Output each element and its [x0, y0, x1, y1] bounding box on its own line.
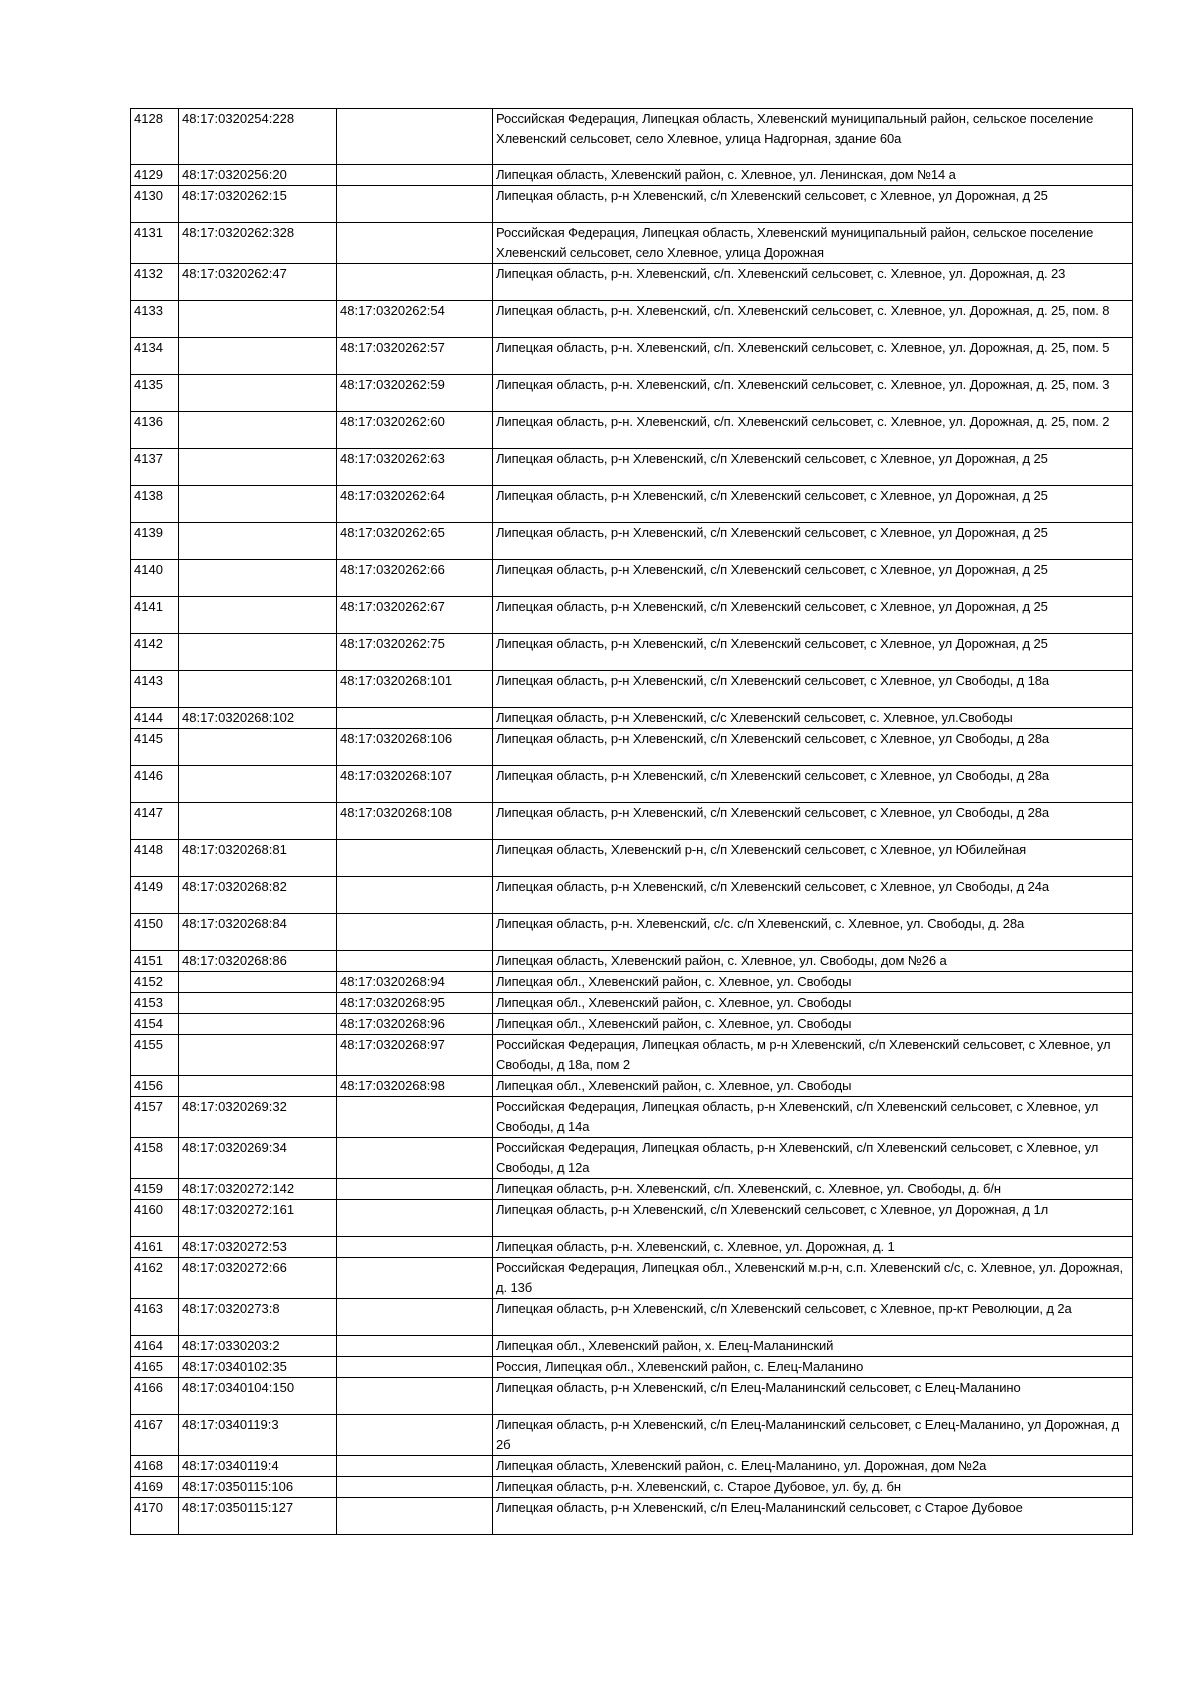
address-cell: Липецкая область, р-н. Хлевенский, с. Старое Дубовое, ул. бу, д. бн — [493, 1477, 1133, 1498]
row-number-cell: 4155 — [131, 1035, 179, 1076]
table-row — [131, 165, 1133, 186]
table-row — [131, 951, 1133, 972]
cadastral-number-cell — [179, 412, 337, 449]
related-cadastral-cell — [337, 1378, 493, 1415]
cadastral-number-cell: 48:17:0340119:3 — [179, 1415, 337, 1456]
cadastral-number-cell — [179, 1014, 337, 1035]
cadastral-number-cell: 48:17:0320268:86 — [179, 951, 337, 972]
address-cell: Липецкая область, р-н. Хлевенский, с/п. Хлевенский сельсовет, с. Хлевное, ул. Дорожная, д. 25, пом. 5 — [493, 338, 1133, 375]
related-cadastral-cell — [337, 186, 493, 223]
address-cell: Липецкая область, р-н. Хлевенский, с/п. Хлевенский сельсовет, с. Хлевное, ул. Дорожная, д. 25, пом. 8 — [493, 301, 1133, 338]
table-body — [131, 109, 1133, 1535]
related-cadastral-cell — [337, 1357, 493, 1378]
row-number-cell: 4148 — [131, 840, 179, 877]
cadastral-number-cell — [179, 338, 337, 375]
table-row — [131, 1200, 1133, 1237]
cadastral-number-cell: 48:17:0320268:82 — [179, 877, 337, 914]
cadastral-number-cell — [179, 972, 337, 993]
table-row — [131, 972, 1133, 993]
table-row — [131, 1138, 1133, 1179]
related-cadastral-cell — [337, 1477, 493, 1498]
address-cell: Липецкая обл., Хлевенский район, с. Хлевное, ул. Свободы — [493, 993, 1133, 1014]
cadastral-number-cell — [179, 301, 337, 338]
row-number-cell: 4159 — [131, 1179, 179, 1200]
table-row — [131, 1014, 1133, 1035]
related-cadastral-cell — [337, 1415, 493, 1456]
related-cadastral-cell — [337, 1179, 493, 1200]
cadastral-number-cell: 48:17:0320272:142 — [179, 1179, 337, 1200]
address-cell: Липецкая область, р-н Хлевенский, с/п Хлевенский сельсовет, с Хлевное, ул Свободы, д 28а — [493, 803, 1133, 840]
address-cell: Российская Федерация, Липецкая область, Хлевенский муниципальный район, сельское поселение Хлевенский сельсовет, село Хлевное, улица Дорожная — [493, 223, 1133, 264]
related-cadastral-cell — [337, 1237, 493, 1258]
address-cell: Липецкая область, Хлевенский район, с. Хлевное, ул. Ленинская, дом №14 а — [493, 165, 1133, 186]
row-number-cell: 4142 — [131, 634, 179, 671]
cadastral-number-cell: 48:17:0320256:20 — [179, 165, 337, 186]
related-cadastral-cell: 48:17:0320262:66 — [337, 560, 493, 597]
cadastral-number-cell: 48:17:0320262:328 — [179, 223, 337, 264]
row-number-cell: 4153 — [131, 993, 179, 1014]
related-cadastral-cell: 48:17:0320268:97 — [337, 1035, 493, 1076]
cadastral-number-cell: 48:17:0350115:127 — [179, 1498, 337, 1535]
table-row — [131, 186, 1133, 223]
cadastral-number-cell: 48:17:0350115:106 — [179, 1477, 337, 1498]
address-cell: Липецкая область, р-н Хлевенский, с/п Хлевенский сельсовет, с Хлевное, ул Свободы, д 18а — [493, 671, 1133, 708]
row-number-cell: 4135 — [131, 375, 179, 412]
address-cell: Липецкая область, р-н Хлевенский, с/п Хлевенский сельсовет, с Хлевное, ул Дорожная, д 25 — [493, 449, 1133, 486]
row-number-cell: 4130 — [131, 186, 179, 223]
row-number-cell: 4140 — [131, 560, 179, 597]
cadastral-number-cell — [179, 523, 337, 560]
cadastral-number-cell — [179, 1076, 337, 1097]
address-cell: Липецкая область, р-н Хлевенский, с/п Хлевенский сельсовет, с Хлевное, ул Дорожная, д 25 — [493, 523, 1133, 560]
cadastral-number-cell: 48:17:0340102:35 — [179, 1357, 337, 1378]
related-cadastral-cell: 48:17:0320268:95 — [337, 993, 493, 1014]
table-row — [131, 109, 1133, 165]
row-number-cell: 4151 — [131, 951, 179, 972]
row-number-cell: 4150 — [131, 914, 179, 951]
table-row — [131, 840, 1133, 877]
row-number-cell: 4128 — [131, 109, 179, 165]
address-cell: Липецкая область, р-н Хлевенский, с/п Хлевенский сельсовет, с Хлевное, ул Дорожная, д 1л — [493, 1200, 1133, 1237]
related-cadastral-cell: 48:17:0320262:67 — [337, 597, 493, 634]
cadastral-number-cell: 48:17:0330203:2 — [179, 1336, 337, 1357]
related-cadastral-cell — [337, 109, 493, 165]
row-number-cell: 4144 — [131, 708, 179, 729]
cadastral-number-cell: 48:17:0320272:161 — [179, 1200, 337, 1237]
row-number-cell: 4161 — [131, 1237, 179, 1258]
related-cadastral-cell: 48:17:0320262:54 — [337, 301, 493, 338]
related-cadastral-cell — [337, 1200, 493, 1237]
cadastral-number-cell — [179, 993, 337, 1014]
cadastral-number-cell — [179, 766, 337, 803]
table-row — [131, 1179, 1133, 1200]
row-number-cell: 4138 — [131, 486, 179, 523]
related-cadastral-cell: 48:17:0320262:57 — [337, 338, 493, 375]
related-cadastral-cell: 48:17:0320268:106 — [337, 729, 493, 766]
related-cadastral-cell — [337, 877, 493, 914]
related-cadastral-cell: 48:17:0320262:75 — [337, 634, 493, 671]
address-cell: Липецкая область, р-н. Хлевенский, с/п. Хлевенский сельсовет, с. Хлевное, ул. Дорожная, д. 25, пом. 2 — [493, 412, 1133, 449]
address-cell: Липецкая область, р-н. Хлевенский, с. Хлевное, ул. Дорожная, д. 1 — [493, 1237, 1133, 1258]
related-cadastral-cell: 48:17:0320262:59 — [337, 375, 493, 412]
row-number-cell: 4163 — [131, 1299, 179, 1336]
table-row — [131, 338, 1133, 375]
row-number-cell: 4132 — [131, 264, 179, 301]
row-number-cell: 4160 — [131, 1200, 179, 1237]
related-cadastral-cell: 48:17:0320268:96 — [337, 1014, 493, 1035]
address-cell: Липецкая обл., Хлевенский район, х. Елец-Маланинский — [493, 1336, 1133, 1357]
cadastral-number-cell: 48:17:0340104:150 — [179, 1378, 337, 1415]
related-cadastral-cell — [337, 951, 493, 972]
address-cell: Российская Федерация, Липецкая область, Хлевенский муниципальный район, сельское поселение Хлевенский сельсовет, село Хлевное, улица Надгорная, здание 60а — [493, 109, 1133, 165]
row-number-cell: 4157 — [131, 1097, 179, 1138]
address-cell: Липецкая область, р-н Хлевенский, с/п Елец-Маланинский сельсовет, с Елец-Маланино — [493, 1378, 1133, 1415]
row-number-cell: 4139 — [131, 523, 179, 560]
address-cell: Липецкая область, Хлевенский район, с. Хлевное, ул. Свободы, дом №26 а — [493, 951, 1133, 972]
row-number-cell: 4170 — [131, 1498, 179, 1535]
cadastral-number-cell — [179, 375, 337, 412]
address-cell: Липецкая область, р-н Хлевенский, с/п Елец-Маланинский сельсовет, с Елец-Маланино, ул Дорожная, д 2б — [493, 1415, 1133, 1456]
table-row — [131, 486, 1133, 523]
cadastral-number-cell: 48:17:0340119:4 — [179, 1456, 337, 1477]
row-number-cell: 4156 — [131, 1076, 179, 1097]
related-cadastral-cell — [337, 1097, 493, 1138]
related-cadastral-cell — [337, 1498, 493, 1535]
table-row — [131, 1097, 1133, 1138]
table-row — [131, 1076, 1133, 1097]
address-cell: Липецкая область, р-н Хлевенский, с/п Хлевенский сельсовет, с Хлевное, ул Свободы, д 28а — [493, 766, 1133, 803]
address-cell: Россия, Липецкая обл., Хлевенский район, с. Елец-Маланино — [493, 1357, 1133, 1378]
cadastral-number-cell — [179, 803, 337, 840]
cadastral-number-cell — [179, 560, 337, 597]
address-cell: Российская Федерация, Липецкая область, м р-н Хлевенский, с/п Хлевенский сельсовет, с Хлевное, ул Свободы, д 18а, пом 2 — [493, 1035, 1133, 1076]
table-row — [131, 1378, 1133, 1415]
address-cell: Липецкая область, р-н Хлевенский, с/п Хлевенский сельсовет, с Хлевное, ул Дорожная, д 25 — [493, 597, 1133, 634]
table-row — [131, 671, 1133, 708]
row-number-cell: 4129 — [131, 165, 179, 186]
row-number-cell: 4165 — [131, 1357, 179, 1378]
row-number-cell: 4146 — [131, 766, 179, 803]
table-row — [131, 1299, 1133, 1336]
related-cadastral-cell — [337, 1138, 493, 1179]
table-row — [131, 729, 1133, 766]
cadastral-number-cell: 48:17:0320273:8 — [179, 1299, 337, 1336]
address-cell: Липецкая область, р-н Хлевенский, с/п Хлевенский сельсовет, с Хлевное, пр-кт Революции, д 2а — [493, 1299, 1133, 1336]
row-number-cell: 4143 — [131, 671, 179, 708]
row-number-cell: 4149 — [131, 877, 179, 914]
table-row — [131, 1258, 1133, 1299]
related-cadastral-cell: 48:17:0320268:98 — [337, 1076, 493, 1097]
row-number-cell: 4136 — [131, 412, 179, 449]
related-cadastral-cell — [337, 1258, 493, 1299]
cadastral-number-cell: 48:17:0320272:66 — [179, 1258, 337, 1299]
table-row — [131, 264, 1133, 301]
row-number-cell: 4137 — [131, 449, 179, 486]
related-cadastral-cell — [337, 223, 493, 264]
cadastral-number-cell — [179, 486, 337, 523]
cadastral-number-cell — [179, 1035, 337, 1076]
related-cadastral-cell — [337, 1336, 493, 1357]
related-cadastral-cell: 48:17:0320262:63 — [337, 449, 493, 486]
table-row — [131, 1498, 1133, 1535]
address-cell: Липецкая область, р-н. Хлевенский, с/п. Хлевенский сельсовет, с. Хлевное, ул. Дорожная, д. 23 — [493, 264, 1133, 301]
row-number-cell: 4166 — [131, 1378, 179, 1415]
cadastral-number-cell — [179, 597, 337, 634]
cadastral-number-cell: 48:17:0320254:228 — [179, 109, 337, 165]
address-cell: Российская Федерация, Липецкая область, р-н Хлевенский, с/п Хлевенский сельсовет, с Хлевное, ул Свободы, д 12а — [493, 1138, 1133, 1179]
cadastral-table — [130, 108, 1133, 1535]
table-row — [131, 597, 1133, 634]
related-cadastral-cell — [337, 1299, 493, 1336]
table-row — [131, 1477, 1133, 1498]
related-cadastral-cell — [337, 914, 493, 951]
cadastral-number-cell — [179, 671, 337, 708]
row-number-cell: 4152 — [131, 972, 179, 993]
row-number-cell: 4168 — [131, 1456, 179, 1477]
address-cell: Липецкая область, р-н Хлевенский, с/п Хлевенский сельсовет, с Хлевное, ул Дорожная, д 25 — [493, 186, 1133, 223]
cadastral-number-cell — [179, 634, 337, 671]
cadastral-number-cell: 48:17:0320262:47 — [179, 264, 337, 301]
table-row — [131, 993, 1133, 1014]
cadastral-number-cell: 48:17:0320268:102 — [179, 708, 337, 729]
table-row — [131, 523, 1133, 560]
row-number-cell: 4134 — [131, 338, 179, 375]
table-row — [131, 877, 1133, 914]
row-number-cell: 4154 — [131, 1014, 179, 1035]
address-cell: Липецкая область, р-н Хлевенский, с/п Хлевенский сельсовет, с Хлевное, ул Дорожная, д 25 — [493, 486, 1133, 523]
related-cadastral-cell — [337, 165, 493, 186]
row-number-cell: 4141 — [131, 597, 179, 634]
row-number-cell: 4131 — [131, 223, 179, 264]
cadastral-number-cell — [179, 449, 337, 486]
related-cadastral-cell: 48:17:0320262:60 — [337, 412, 493, 449]
row-number-cell: 4145 — [131, 729, 179, 766]
table-row — [131, 1336, 1133, 1357]
address-cell: Липецкая область, р-н Хлевенский, с/п Хлевенский сельсовет, с Хлевное, ул Свободы, д 28а — [493, 729, 1133, 766]
table-row — [131, 449, 1133, 486]
row-number-cell: 4167 — [131, 1415, 179, 1456]
row-number-cell: 4164 — [131, 1336, 179, 1357]
table-row — [131, 1415, 1133, 1456]
table-row — [131, 223, 1133, 264]
table-row — [131, 375, 1133, 412]
row-number-cell: 4133 — [131, 301, 179, 338]
address-cell: Липецкая обл., Хлевенский район, с. Хлевное, ул. Свободы — [493, 1076, 1133, 1097]
related-cadastral-cell — [337, 264, 493, 301]
cadastral-number-cell: 48:17:0320272:53 — [179, 1237, 337, 1258]
table-row — [131, 412, 1133, 449]
cadastral-number-cell: 48:17:0320268:81 — [179, 840, 337, 877]
address-cell: Липецкая область, Хлевенский р-н, с/п Хлевенский сельсовет, с Хлевное, ул Юбилейная — [493, 840, 1133, 877]
table-row — [131, 1035, 1133, 1076]
related-cadastral-cell — [337, 708, 493, 729]
row-number-cell: 4162 — [131, 1258, 179, 1299]
row-number-cell: 4169 — [131, 1477, 179, 1498]
address-cell: Липецкая область, р-н Хлевенский, с/п Хлевенский сельсовет, с Хлевное, ул Дорожная, д 25 — [493, 560, 1133, 597]
address-cell: Липецкая область, р-н Хлевенский, с/с Хлевенский сельсовет, с. Хлевное, ул.Свободы — [493, 708, 1133, 729]
table-row — [131, 1237, 1133, 1258]
address-cell: Липецкая область, р-н. Хлевенский, с/с. с/п Хлевенский, с. Хлевное, ул. Свободы, д. 28а — [493, 914, 1133, 951]
cadastral-number-cell: 48:17:0320269:34 — [179, 1138, 337, 1179]
table-row — [131, 914, 1133, 951]
address-cell: Липецкая область, р-н. Хлевенский, с/п. Хлевенский, с. Хлевное, ул. Свободы, д. б/н — [493, 1179, 1133, 1200]
row-number-cell: 4158 — [131, 1138, 179, 1179]
cadastral-number-cell — [179, 729, 337, 766]
table-row — [131, 708, 1133, 729]
address-cell: Российская Федерация, Липецкая область, р-н Хлевенский, с/п Хлевенский сельсовет, с Хлевное, ул Свободы, д 14а — [493, 1097, 1133, 1138]
related-cadastral-cell: 48:17:0320268:108 — [337, 803, 493, 840]
related-cadastral-cell: 48:17:0320268:107 — [337, 766, 493, 803]
address-cell: Липецкая область, р-н Хлевенский, с/п Елец-Маланинский сельсовет, с Старое Дубовое — [493, 1498, 1133, 1535]
cadastral-number-cell: 48:17:0320262:15 — [179, 186, 337, 223]
address-cell: Российская Федерация, Липецкая обл., Хлевенский м.р-н, с.п. Хлевенский с/с, с. Хлевное, ул. Дорожная, д. 13б — [493, 1258, 1133, 1299]
related-cadastral-cell: 48:17:0320268:94 — [337, 972, 493, 993]
related-cadastral-cell — [337, 840, 493, 877]
address-cell: Липецкая обл., Хлевенский район, с. Хлевное, ул. Свободы — [493, 1014, 1133, 1035]
address-cell: Липецкая область, р-н. Хлевенский, с/п. Хлевенский сельсовет, с. Хлевное, ул. Дорожная, д. 25, пом. 3 — [493, 375, 1133, 412]
table-row — [131, 634, 1133, 671]
row-number-cell: 4147 — [131, 803, 179, 840]
table-row — [131, 766, 1133, 803]
table-row — [131, 560, 1133, 597]
address-cell: Липецкая обл., Хлевенский район, с. Хлевное, ул. Свободы — [493, 972, 1133, 993]
address-cell: Липецкая область, Хлевенский район, с. Елец-Маланино, ул. Дорожная, дом №2а — [493, 1456, 1133, 1477]
address-cell: Липецкая область, р-н Хлевенский, с/п Хлевенский сельсовет, с Хлевное, ул Свободы, д 24а — [493, 877, 1133, 914]
table-row — [131, 803, 1133, 840]
address-cell: Липецкая область, р-н Хлевенский, с/п Хлевенский сельсовет, с Хлевное, ул Дорожная, д 25 — [493, 634, 1133, 671]
related-cadastral-cell: 48:17:0320268:101 — [337, 671, 493, 708]
table-row — [131, 1357, 1133, 1378]
table-row — [131, 1456, 1133, 1477]
related-cadastral-cell — [337, 1456, 493, 1477]
cadastral-number-cell: 48:17:0320269:32 — [179, 1097, 337, 1138]
related-cadastral-cell: 48:17:0320262:65 — [337, 523, 493, 560]
related-cadastral-cell: 48:17:0320262:64 — [337, 486, 493, 523]
table-row — [131, 301, 1133, 338]
cadastral-number-cell: 48:17:0320268:84 — [179, 914, 337, 951]
